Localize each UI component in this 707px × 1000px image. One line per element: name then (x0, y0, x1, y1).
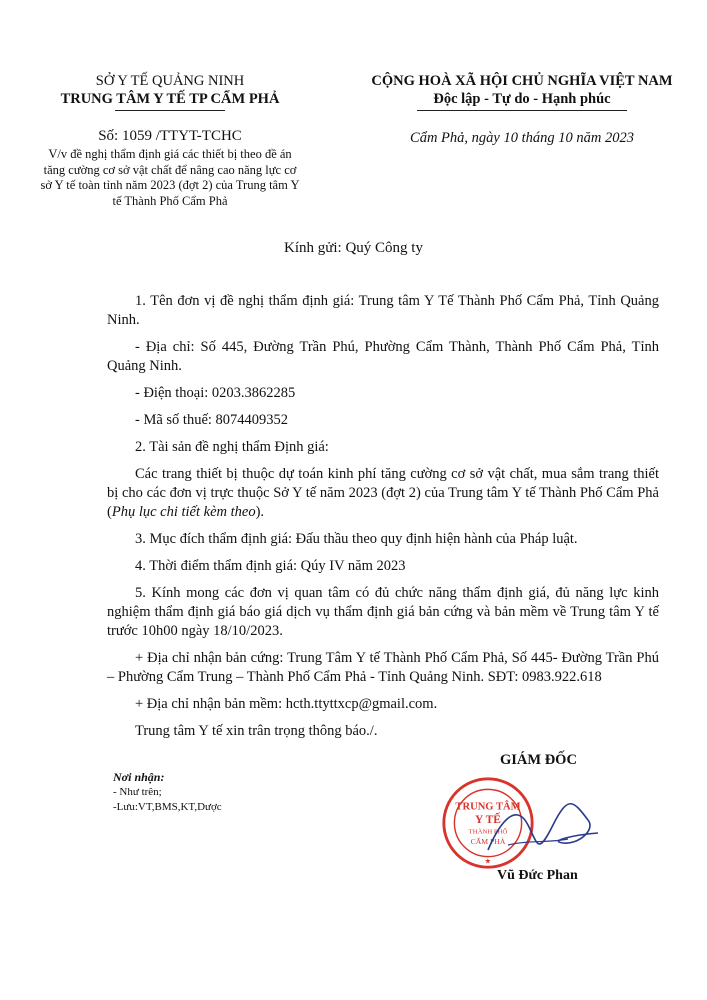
stamp-line-2: Y TẾ (475, 814, 501, 826)
stamp-line-3: THÀNH PHỐ (468, 828, 508, 836)
paragraph-purpose: 3. Mục đích thẩm định giá: Đấu thầu theo quy định hiện hành của Pháp luật. (135, 531, 578, 547)
document-date: Cẩm Phả, ngày 10 tháng 10 năm 2023 (410, 130, 634, 146)
paragraph-tax-code: - Mã số thuế: 8074409352 (135, 412, 289, 428)
document-subject: V/v đề nghị thẩm định giá các thiết bị theo đề án tăng cường cơ sở vật chất để nâng cao năng lực cơ sở Y tế toàn tỉnh năm 2023 (đợt 2) của Trung tâm Y tế Thành Phố Cẩm Phả (40, 147, 300, 208)
document-number: Số: 1059 /TTYT-TCHC (98, 128, 242, 144)
national-motto: Độc lập - Tự do - Hạnh phúc (433, 91, 611, 107)
paragraph-hardcopy-address: + Địa chỉ nhận bản cứng: Trung Tâm Y tế Thành Phố Cẩm Phả, Số 445- Đường Trần Phú – Phường Cẩm Trung – Thành Phố Cẩm Phả - Tỉnh Quảng Ninh. SĐT: 0983.922.618 (107, 650, 659, 685)
assets-text-end: ). (255, 504, 265, 520)
appendix-note: Phụ lục chi tiết kèm theo (111, 504, 256, 520)
handwritten-signature (478, 795, 608, 875)
paragraph-unit: 1. Tên đơn vị đề nghị thẩm định giá: Trung tâm Y Tế Thành Phố Cẩm Phả, Tỉnh Quảng Ninh. (107, 293, 659, 328)
nation-name: CỘNG HOÀ XÃ HỘI CHỦ NGHĨA VIỆT NAM (371, 73, 673, 89)
agency-name: SỞ Y TẾ QUẢNG NINH (95, 73, 245, 89)
paragraph-email: + Địa chỉ nhận bản mềm: hcth.ttyttxcp@gmail.com. (135, 696, 438, 712)
signer-title: GIÁM ĐỐC (500, 752, 577, 768)
paragraph-address: - Địa chỉ: Số 445, Đường Trần Phú, Phường Cẩm Thành, Thành Phố Cẩm Phả, Tỉnh Quảng Ninh. (107, 339, 659, 374)
recipient-item: -Lưu:VT,BMS,KT,Dược (113, 801, 222, 813)
signer-name: Vũ Đức Phan (497, 868, 578, 883)
issuing-agency-block (40, 72, 300, 111)
motto-underline (417, 110, 627, 111)
paragraph-time: 4. Thời điểm thẩm định giá: Qúy IV năm 2023 (135, 558, 406, 574)
paragraph-closing: Trung tâm Y tế xin trân trọng thông báo./. (135, 723, 378, 739)
unit-name: TRUNG TÂM Y TẾ TP CẨM PHẢ (60, 91, 280, 107)
greeting: Kính gửi: Quý Công ty (284, 240, 423, 256)
paragraph-request: 5. Kính mong các đơn vị quan tâm có đủ chức năng thẩm định giá, đủ năng lực kinh nghiệm thẩm định giá báo giá dịch vụ thẩm định giá bản cứng và bản mềm về Trung tâm Y tế trước 10h00 ngày 18/10/2023. (107, 585, 659, 639)
paragraph-phone: - Điện thoại: 0203.3862285 (135, 385, 296, 401)
letter-body (107, 292, 659, 741)
stamp-star-icon: ★ (484, 856, 492, 866)
stamp-line-4: CẨM PHẢ (470, 837, 506, 847)
national-heading-block (352, 72, 692, 111)
stamp-line-1: TRUNG TÂM (455, 801, 521, 813)
header-underline (115, 110, 225, 111)
recipients-title: Nơi nhận: (113, 770, 165, 784)
paragraph-assets-heading: 2. Tài sản đề nghị thẩm Định giá: (135, 439, 329, 455)
paragraph-assets (107, 465, 659, 522)
recipients-block (113, 770, 222, 815)
recipient-item: - Như trên; (113, 786, 162, 798)
assets-text: Các trang thiết bị thuộc dự toán kinh phí tăng cường cơ sở vật chất, mua sắm trang thiết bị cho các đơn vị trực thuộc Sở Y tế năm 2023 (đợt 2) của Trung tâm Y tế Thành Phố Cẩm Phả ( (107, 466, 659, 520)
signature-stroke (488, 804, 598, 850)
